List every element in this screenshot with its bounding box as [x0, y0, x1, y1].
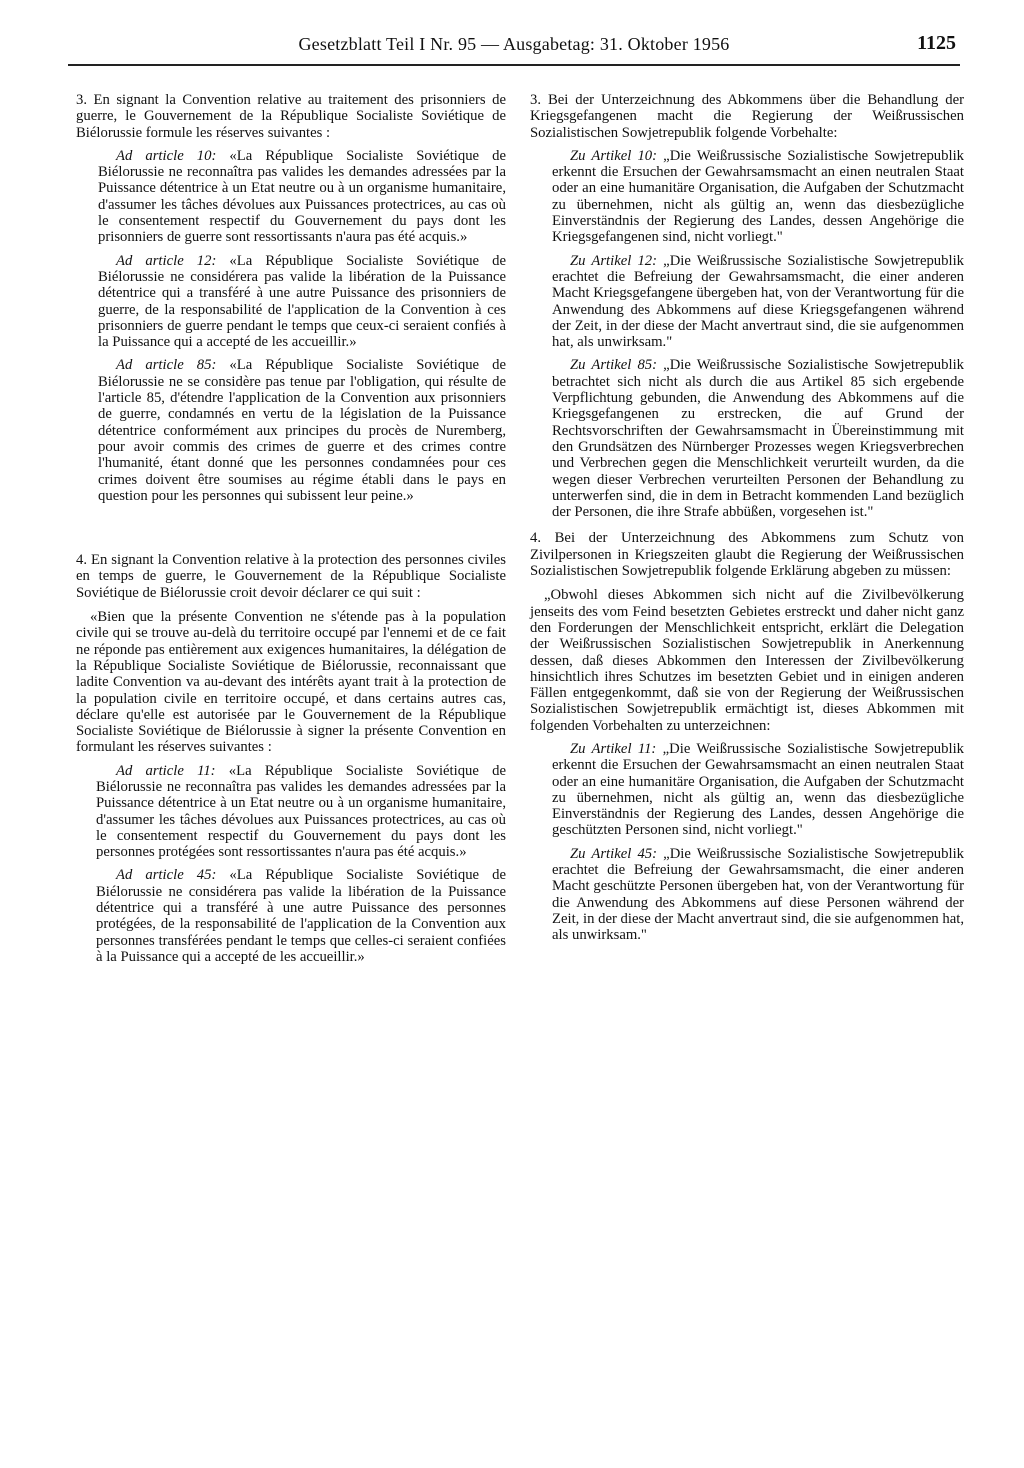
reservation-art45-de: [530, 846, 964, 944]
section-4-intro-de: 4. Bei der Unterzeichnung des Abkommens zum Schutz von Zivilpersonen in Kriegszeiten glaubt die Regierung der Weißrussischen Sozialistischen Sowjetrepublik folgende Erklärung abgeben zu müssen:: [530, 530, 964, 580]
reservation-art45-fr: [76, 867, 506, 965]
reservation-text: «La République Socialiste Soviétique de Biélorussie ne considérera pas valide la libération de la Puissance détentrice qui a transféré à une autre Puissance des prisonniers de guerre, de la responsabilité de l'application de la Convention à ces prisonniers de guerre pendant le temps que ceux-ci seraient confiés à la Puissance qui a accepté de les accueillir.»: [98, 252, 507, 351]
reservation-text: «La République Socialiste Soviétique de Biélorussie ne considérera pas valide la libération de la Puissance détentrice qui a transféré à une autre Puissance des personnes protégées, de la responsabilité de l'application de la Convention aux personnes transférées pendant le temps que celles-ci seraient confiées à la Puissance qui a accepté de les accueillir.»: [96, 867, 507, 965]
article-label: Zu Artikel 10:: [570, 147, 658, 164]
article-label: Zu Artikel 85:: [570, 357, 658, 374]
reservation-art12-de: [530, 253, 964, 351]
reservation-text: „Die Weißrussische Sozialistische Sowjetrepublik erkennt die Ersuchen der Gewahrsamsmacht an einen neutralen Staat oder an eine humanitäre Organisation, die Aufgaben der Schutzmacht zu übernehmen, nicht als gültig an, wenn das diesbezügliche Einverständnis der Regierung des Landes, dessen Angehörige die geschützten Personen sind, nicht vorliegt.": [552, 740, 965, 839]
reservation-art10-fr: [76, 148, 506, 246]
section-3-intro-fr: 3. En signant la Convention relative au traitement des prisonniers de guerre, le Gouvernement de la République Socialiste Soviétique de Biélorussie formule les réserves suivantes :: [76, 92, 506, 141]
reservation-text: «La République Socialiste Soviétique de Biélorussie ne reconnaîtra pas valides les demandes adressées par la Puissance détentrice à un Etat neutre ou à un organisme humanitaire, d'assumer les tâches dévolues aux Puissances protectrices, au cas où le consentement respectif du Gouvernement du pays dont les personnes protégées sont ressortissantes n'aura pas été acquis.»: [96, 762, 506, 861]
section-gap: [530, 520, 964, 530]
header-title: Gesetzblatt Teil I Nr. 95 — Ausgabetag: 31. Oktober 1956: [298, 34, 730, 54]
page-number: 1125: [917, 32, 956, 54]
article-label: Ad article 85:: [116, 357, 217, 374]
reservation-text: «La République Socialiste Soviétique de Biélorussie ne reconnaîtra pas valides les demandes adressées par la Puissance détentrice à un Etat neutre ou à un organisme humanitaire, d'assumer les tâches dévolues aux Puissances protectrices, au cas où le consentement respectif du Gouvernement du pays dont les prisonniers de guerre sont ressortissants n'aura pas été acquis.»: [98, 147, 507, 246]
reservation-text: „Die Weißrussische Sozialistische Sowjetrepublik erachtet die Befreiung der Gewahrsamsmacht, die einer anderen Macht Kriegsgefangene übergeben hat, von der Verantwortung für die Anwendung des Abkommens auf diese Kriegsgefangenen während der Zeit, in der diese der Macht anvertraut sind, die sie aufgenommen hat, als unwirksam.": [552, 252, 964, 351]
declaration-quote-fr: «Bien que la présente Convention ne s'étende pas à la population civile qui se trouve au-delà du territoire occupé par l'ennemi et de ce fait ne réponde pas entièrement aux exigences humanitaires, la délégation de la République Socialiste Soviétique de Biélorussie, reconnaissant que ladite Convention va au-devant des intérêts ayant trait à la protection de la population civile en territoire occupé, et dans certains autres cas, déclare qu'elle est autorisée par le Gouvernement de la République Socialiste Soviétique de Biélorussie à signer la présente Convention en formulant les réserves suivantes :: [76, 609, 506, 756]
article-label: Ad article 45:: [116, 867, 217, 884]
reservation-art85-de: [530, 357, 964, 520]
section-gap: [76, 504, 506, 552]
declaration-quote-de: „Obwohl dieses Abkommen sich nicht auf die Zivilbevölkerung jenseits des vom Feind besetzten Gebietes erstreckt und daher nicht ganz den Forderungen der Menschlichkeit entspricht, erklärt die Delegation der Weißrussischen Sozialistischen Sowjetrepublik in Anerkennung dessen, daß dieses Abkommen den Interessen der Zivilbevölkerung hinsichtlich ihres Schutzes im besetzten Gebiet und in einigen anderen Fällen entgegenkommt, daß sie von der Regierung der Weißrussischen Sozialistischen Sowjetrepublik ermächtigt ist, dieses Abkommen mit folgenden Vorbehalten zu unterzeichnen:: [530, 587, 964, 734]
article-label: Ad article 11:: [116, 762, 216, 779]
reservation-art11-fr: [76, 763, 506, 861]
page-header: [68, 28, 960, 66]
reservation-art85-fr: [76, 357, 506, 504]
article-label: Ad article 10:: [116, 147, 217, 164]
article-label: Zu Artikel 45:: [570, 845, 658, 862]
reservation-art12-fr: [76, 253, 506, 351]
french-column: [76, 92, 506, 965]
section-3-intro-de: 3. Bei der Unterzeichnung des Abkommens über die Behandlung der Kriegsgefangenen macht die Regierung der Weißrussischen Sozialistischen Sowjetrepublik folgende Vorbehalte:: [530, 92, 964, 141]
german-column: [530, 92, 964, 944]
reservation-art11-de: [530, 741, 964, 839]
article-label: Zu Artikel 11:: [570, 740, 657, 757]
article-label: Zu Artikel 12:: [570, 252, 658, 269]
reservation-text: „Die Weißrussische Sozialistische Sowjetrepublik betrachtet sich nicht als durch die aus Artikel 85 sich ergebende Verpflichtung gebunden, die Anwendung des Abkommens auf die Kriegsgefangenen zu erstrecken, die auf Grund der Rechtsvorschriften der Gewahrsamsmacht in Übereinstimmung mit den Grundsätzen des Nürnberger Prozesses wegen Kriegsverbrechen und Verbrechen gegen die Menschlichkeit verurteilt wurden, da die wegen dieser Verbrechen verurteilten Personen der Behandlung zu unterwerfen sind, die in dem in Betracht kommenden Land bezüglich der Personen, die ihre Strafe abbüßen, vorgesehen ist.": [552, 357, 964, 521]
article-label: Ad article 12:: [116, 252, 217, 269]
reservation-text: «La République Socialiste Soviétique de Biélorussie ne se considère pas tenue par l'obligation, qui résulte de l'article 85, d'étendre l'application de la Convention aux prisonniers de guerre, condamnés en vertu de la législation de la Puissance détentrice conformément aux principes du procès de Nuremberg, pour avoir commis des crimes de guerre et des crimes contre l'humanité, étant donné que les personnes condamnées pour ces crimes doivent être soumises au régime établi dans le pays en question pour les personnes qui subissent leur peine.»: [98, 357, 507, 504]
reservation-text: „Die Weißrussische Sozialistische Sowjetrepublik erkennt die Ersuchen der Gewahrsamsmacht an einen neutralen Staat oder an eine humanitäre Organisation, die Aufgaben der Schutzmacht zu übernehmen, nicht als gültig an, wenn das diesbezügliche Einverständnis der Regierung des Landes, dessen Angehörige die Kriegsgefangenen sind, nicht vorliegt.": [552, 147, 964, 246]
reservation-text: „Die Weißrussische Sozialistische Sowjetrepublik erachtet die Befreiung der Gewahrsamsmacht, die einer anderen Macht geschützte Personen übergeben hat, von der Verantwortung für die Anwendung des Abkommens auf diese Personen während der Zeit, in der diese der Macht anvertraut sind, die sie aufgenommen hat, als unwirksam.": [552, 845, 964, 944]
section-4-intro-fr: 4. En signant la Convention relative à la protection des personnes civiles en temps de guerre, le Gouvernement de la République Socialiste Soviétique de Biélorussie croit devoir déclarer ce qui suit :: [76, 552, 506, 601]
reservation-art10-de: [530, 148, 964, 246]
